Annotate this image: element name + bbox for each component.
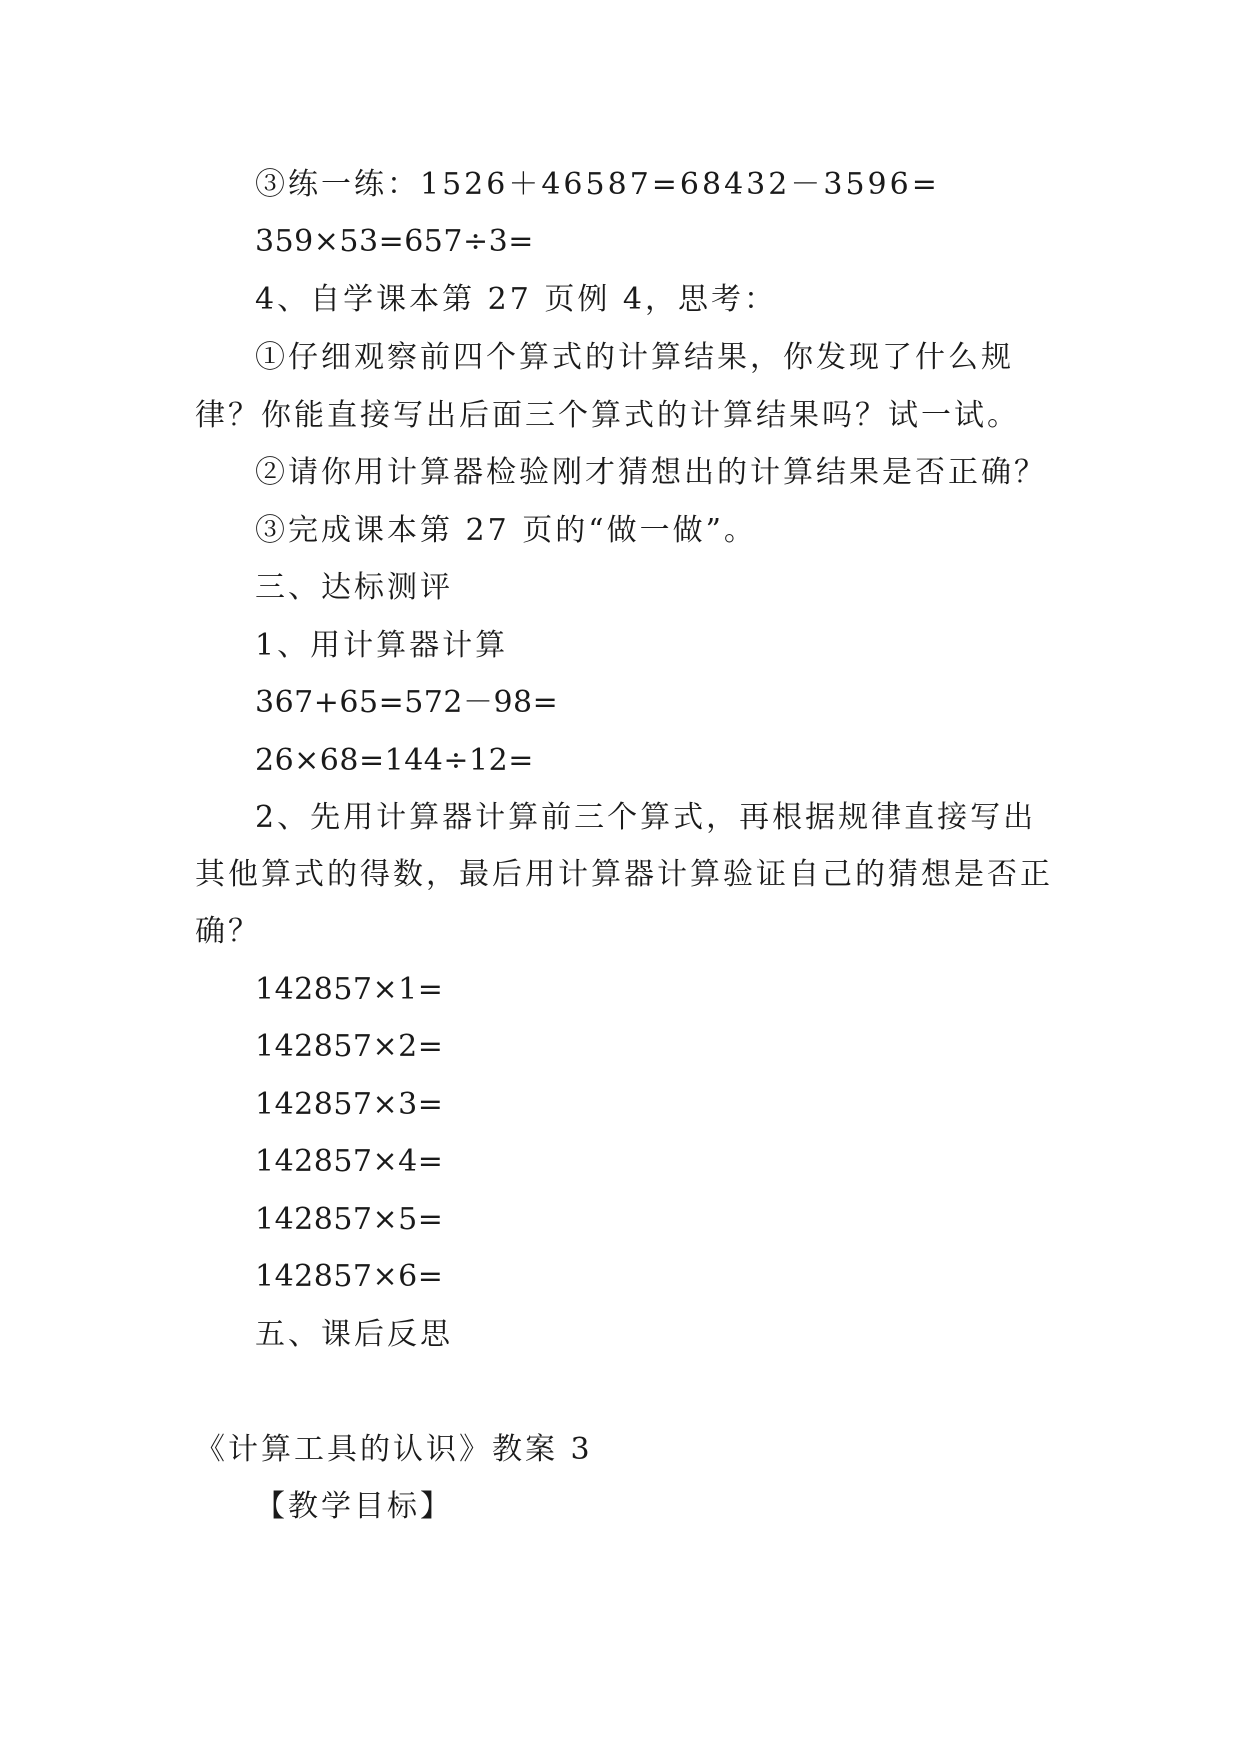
section-heading-assessment: 三、达标测评 bbox=[255, 570, 453, 605]
assessment-item-2-line-1: 2、先用计算器计算前三个算式，再根据规律直接写出 bbox=[255, 800, 1037, 835]
assessment-item-2-line-2: 其他算式的得数，最后用计算器计算验证自己的猜想是否正 bbox=[195, 857, 1053, 892]
self-study-instruction: 4、自学课本第 27 页例 4，思考： bbox=[255, 282, 777, 317]
question-2: ②请你用计算器检验刚才猜想出的计算结果是否正确？ bbox=[255, 455, 1047, 490]
section-heading-reflection: 五、课后反思 bbox=[255, 1317, 453, 1352]
practice-exercise-line-2: 359×53=657÷3= bbox=[255, 224, 534, 259]
assessment-item-2-line-3: 确？ bbox=[195, 914, 261, 949]
lesson-plan-title: 《计算工具的认识》教案 3 bbox=[195, 1432, 593, 1467]
equation-x5: 142857×5= bbox=[255, 1202, 444, 1237]
equation-x1: 142857×1= bbox=[255, 972, 444, 1007]
assessment-equation-1: 367+65=572－98= bbox=[255, 685, 559, 720]
equation-x2: 142857×2= bbox=[255, 1029, 444, 1064]
equation-x3: 142857×3= bbox=[255, 1087, 444, 1122]
assessment-equation-2: 26×68=144÷12= bbox=[255, 743, 534, 778]
question-3: ③完成课本第 27 页的“做一做”。 bbox=[255, 513, 757, 548]
teaching-objectives-heading: 【教学目标】 bbox=[255, 1489, 453, 1524]
equation-x6: 142857×6= bbox=[255, 1259, 444, 1294]
equation-x4: 142857×4= bbox=[255, 1144, 444, 1179]
question-1-line-2: 律？你能直接写出后面三个算式的计算结果吗？试一试。 bbox=[195, 398, 1020, 433]
question-1-line-1: ①仔细观察前四个算式的计算结果，你发现了什么规 bbox=[255, 340, 1014, 375]
assessment-item-1: 1、用计算器计算 bbox=[255, 628, 509, 663]
practice-exercise-line: ③练一练：1526＋46587=68432－3596= bbox=[255, 167, 940, 202]
